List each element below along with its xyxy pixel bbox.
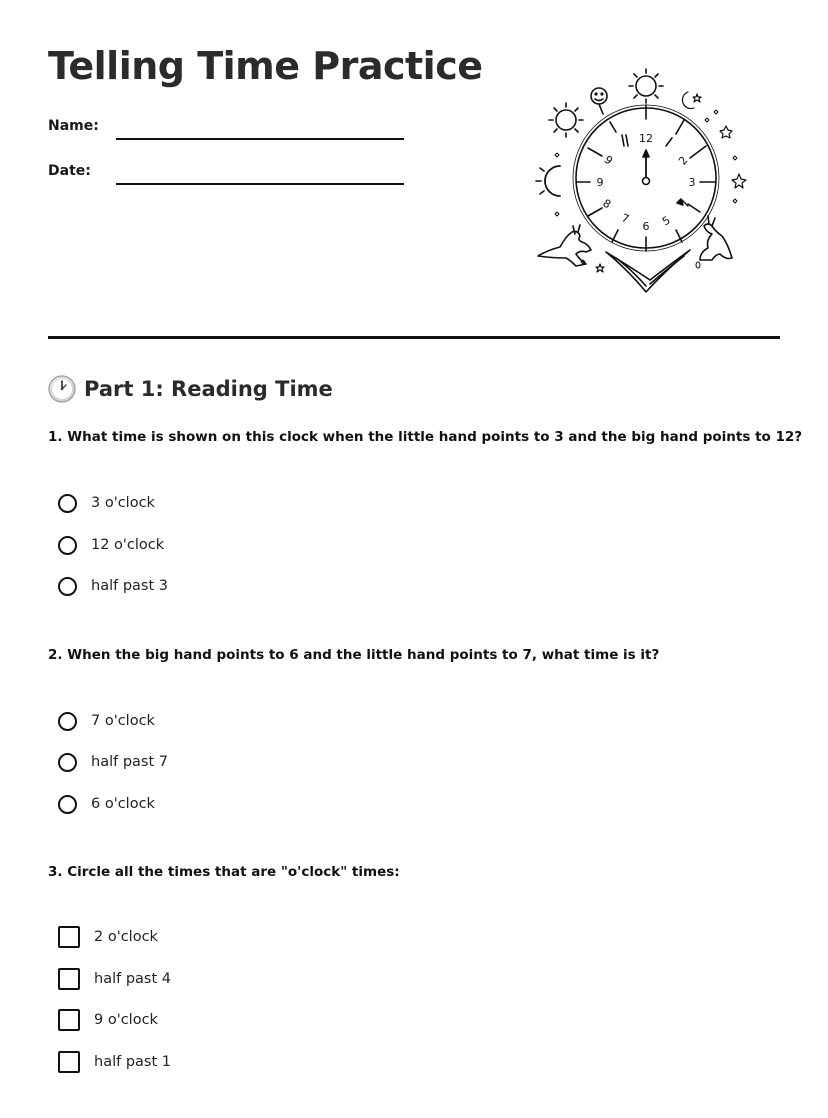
name-label: Name:: [48, 118, 99, 134]
radio-button[interactable]: [58, 795, 77, 814]
numeral-5: 5: [659, 213, 673, 229]
checkbox[interactable]: [58, 968, 80, 990]
kangaroo-icon: [700, 216, 732, 260]
q2-option-3[interactable]: [58, 792, 155, 816]
q1-option-2[interactable]: [58, 533, 164, 557]
question-2-text: 2. When the big hand points to 6 and the little hand points to 7, what time is it?: [48, 647, 660, 663]
option-label: half past 3: [91, 578, 168, 594]
option-label: 9 o'clock: [94, 1012, 158, 1028]
option-label: half past 7: [91, 754, 168, 770]
page-title: Telling Time Practice: [48, 44, 483, 88]
date-label: Date:: [48, 163, 91, 179]
section-divider: [48, 336, 780, 339]
numeral-8: 8: [600, 196, 614, 212]
radio-button[interactable]: [58, 536, 77, 555]
moon-icon: [536, 166, 560, 196]
date-field[interactable]: [116, 183, 404, 185]
q3-option-2[interactable]: [58, 967, 171, 991]
q2-option-1[interactable]: [58, 709, 155, 733]
checkbox[interactable]: [58, 1009, 80, 1031]
clock-illustration: [532, 64, 758, 300]
option-label: 2 o'clock: [94, 929, 158, 945]
numeral-2: 2: [676, 153, 691, 168]
numeral-7: 7: [619, 211, 631, 227]
sun-icon: [549, 103, 583, 137]
boomerang-icon: [606, 250, 690, 292]
q3-option-3[interactable]: [58, 1008, 158, 1032]
name-field[interactable]: [116, 138, 404, 140]
q3-option-4[interactable]: [58, 1050, 171, 1074]
option-label: 3 o'clock: [91, 495, 155, 511]
question-1-text: 1. What time is shown on this clock when the little hand points to 3 and the big hand points to 12?: [48, 429, 803, 445]
section-title-text: Part 1: Reading Time: [84, 377, 333, 401]
crescent-icon: [682, 92, 694, 109]
q1-option-3[interactable]: [58, 574, 168, 598]
clock-icon: [48, 375, 76, 403]
question-3-text: 3. Circle all the times that are "o'clock" times:: [48, 864, 400, 880]
numeral-3: 3: [688, 176, 696, 189]
checkbox[interactable]: [58, 1051, 80, 1073]
option-label: half past 1: [94, 1054, 171, 1070]
numeral-6: 6: [642, 220, 650, 233]
q1-option-1[interactable]: [58, 491, 155, 515]
option-label: 12 o'clock: [91, 537, 165, 553]
sun-icon: [629, 69, 663, 103]
numeral-12: 12: [639, 132, 653, 145]
checkbox[interactable]: [58, 926, 80, 948]
option-label: 6 o'clock: [91, 796, 155, 812]
radio-button[interactable]: [58, 712, 77, 731]
option-label: 7 o'clock: [91, 713, 155, 729]
q2-option-2[interactable]: [58, 750, 168, 774]
radio-button[interactable]: [58, 577, 77, 596]
option-label: half past 4: [94, 971, 171, 987]
q3-option-1[interactable]: [58, 925, 158, 949]
numeral-9-left: 9: [596, 176, 604, 189]
radio-button[interactable]: [58, 753, 77, 772]
numeral-9-upper: 9: [601, 153, 616, 168]
smiley-icon: [591, 88, 607, 114]
section-heading-part-1: [48, 372, 333, 406]
radio-button[interactable]: [58, 494, 77, 513]
